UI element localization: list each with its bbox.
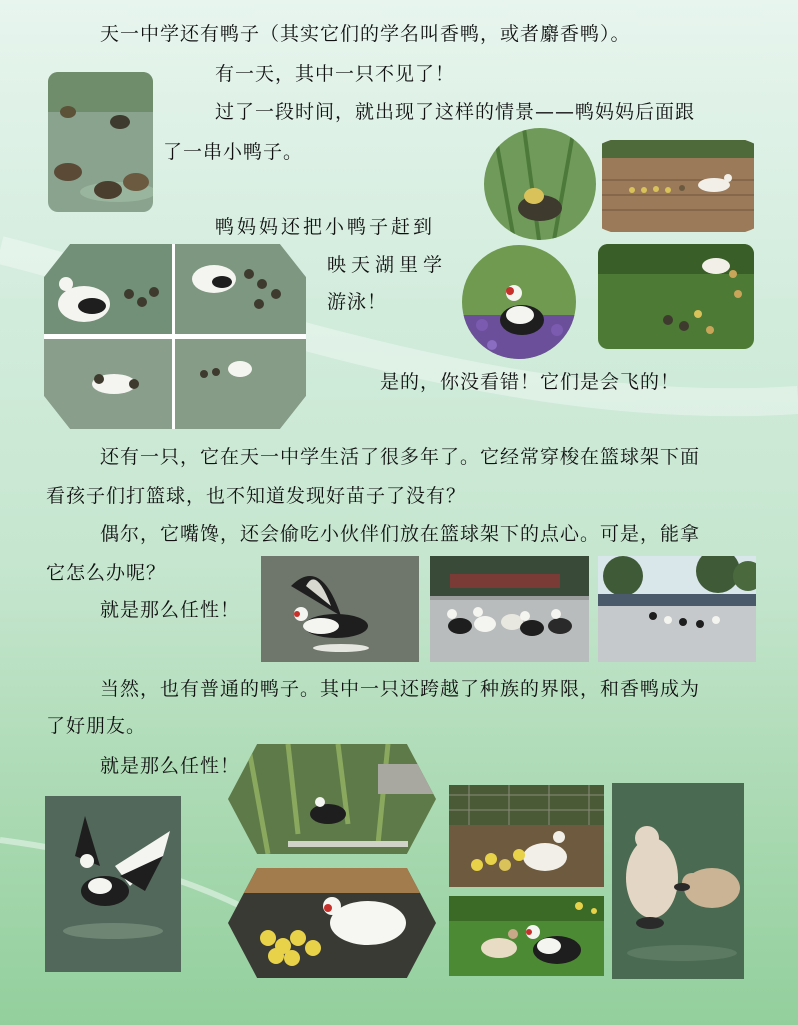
photo-duck-spreading-wings (45, 796, 181, 972)
paragraph-friends-line1: 当然，也有普通的鸭子。其中一只还跨越了种族的界限，和香鸭成为 (100, 678, 701, 700)
photo-duck-family-boardwalk (602, 140, 754, 232)
paragraph-lake-line3: 游泳！ (327, 291, 388, 313)
photo-duckling-in-grass (484, 128, 596, 240)
photo-duck-family-on-grass (598, 244, 754, 349)
paragraph-basketball-line2: 看孩子们打篮球，也不知道发现好苗子了没有？ (46, 485, 467, 507)
photo-duck-in-pen (449, 785, 604, 887)
paragraph-lake-line2: 映天湖里学 (327, 254, 448, 276)
paragraph-willful-1: 就是那么任性！ (100, 599, 241, 621)
paragraph-willful-2: 就是那么任性！ (100, 755, 241, 777)
paragraph-basketball-line1: 还有一只，它在天一中学生活了很多年了。它经常穿梭在篮球架下面 (100, 446, 701, 468)
paragraph-snack-line2: 它怎么办呢？ (46, 562, 167, 584)
photo-duck-under-willow (228, 744, 436, 854)
paragraph-missing: 有一天，其中一只不见了！ (215, 63, 456, 85)
photo-two-ducks-friends (449, 896, 604, 976)
photo-duck-flying (261, 556, 419, 662)
paragraph-intro: 天一中学还有鸭子（其实它们的学名叫香鸭，或者麝香鸭）。 (100, 23, 631, 45)
paragraph-can-fly: 是的，你没看错！它们是会飞的！ (380, 371, 681, 393)
photo-two-ducks-in-water (612, 783, 744, 979)
photo-duck-with-yellow-ducklings (228, 868, 436, 978)
paragraph-snack-line1: 偶尔，它嘴馋，还会偷吃小伙伴们放在篮球架下的点心。可是，能拿 (100, 523, 701, 545)
photo-muscovy-among-flowers (462, 245, 576, 359)
paragraph-lake-line1: 鸭妈妈还把小鸭子赶到 (215, 216, 436, 238)
paragraph-friends-line2: 了好朋友。 (46, 715, 147, 737)
photo-ducks-in-courtyard (598, 556, 756, 662)
photo-swimming-lesson-collage (44, 244, 306, 429)
photo-ducks-on-court (430, 556, 589, 662)
paragraph-scene-line2: 了一串小鸭子。 (163, 141, 304, 163)
photo-ducklings-swimming (48, 72, 153, 212)
paragraph-scene-line1: 过了一段时间，就出现了这样的情景——鸭妈妈后面跟 (215, 101, 696, 123)
